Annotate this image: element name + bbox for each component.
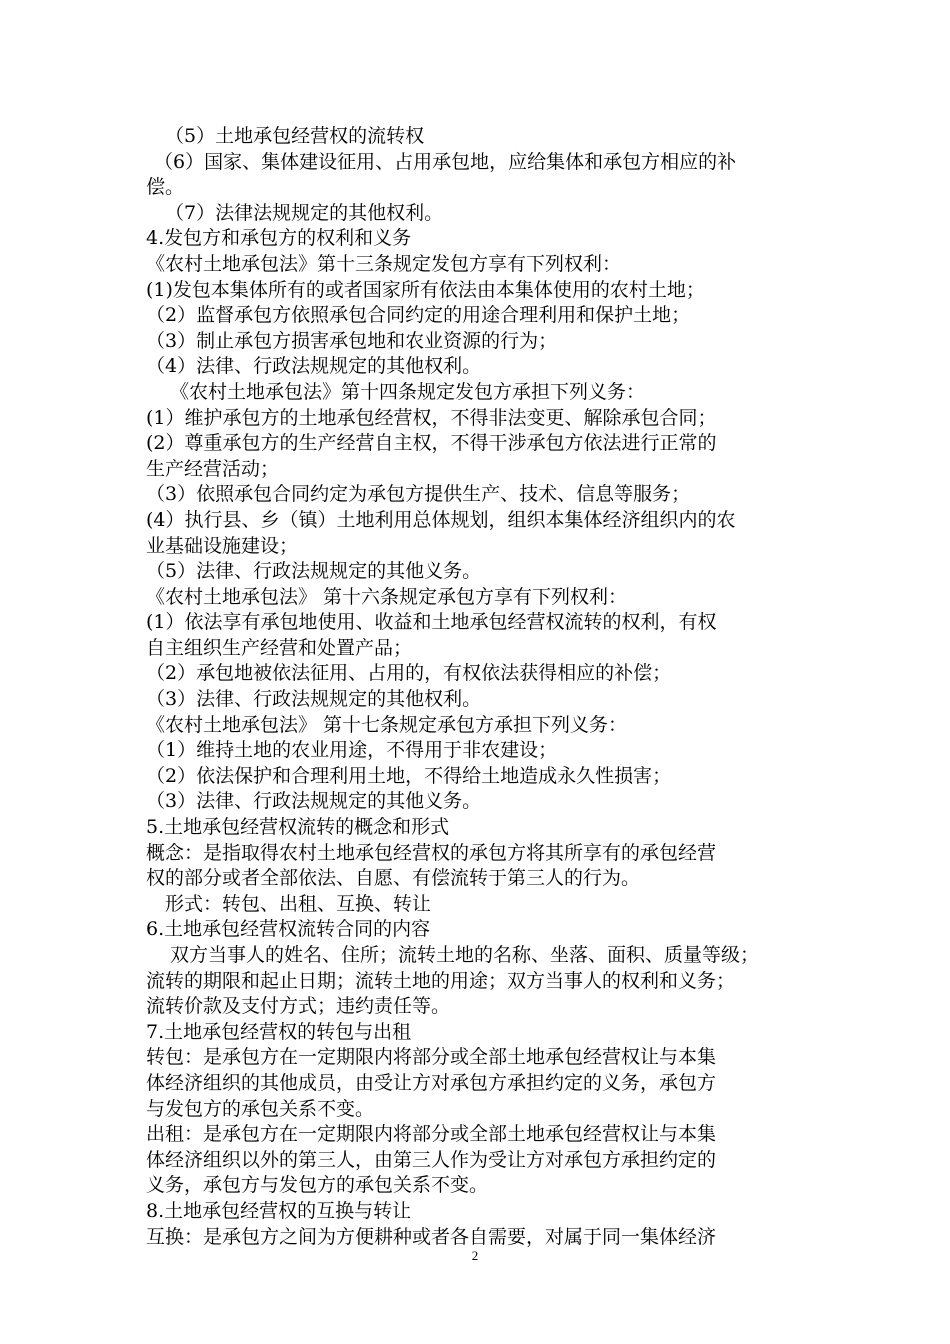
text-line: 生产经营活动；	[146, 457, 280, 480]
text-line: 自主组织生产经营和处置产品；	[146, 636, 413, 659]
text-line: 偿。	[146, 176, 185, 199]
text-line: 《农村土地承包法》第十四条规定发包方承担下列义务：	[170, 380, 646, 403]
text-line: 8.土地承包经营权的互换与转让	[146, 1199, 412, 1222]
text-line: （2）依法保护和合理利用土地，不得给土地造成永久性损害；	[146, 764, 672, 787]
document-page	[146, 124, 826, 1250]
text-line: （5）法律、行政法规规定的其他义务。	[146, 560, 482, 583]
text-line: 《农村土地承包法》 第十六条规定承包方享有下列权利：	[146, 585, 628, 608]
page-number: 2	[471, 1248, 479, 1263]
text-line: （3）法律、行政法规规定的其他义务。	[146, 790, 482, 813]
text-line: 与发包方的承包关系不变。	[146, 1097, 375, 1120]
text-line: （7）法律法规规定的其他权利。	[165, 201, 444, 224]
text-line: 形式：转包、出租、互换、转让	[165, 892, 432, 915]
text-line: （3）制止承包方损害承包地和农业资源的行为；	[146, 329, 558, 352]
text-line: 5.土地承包经营权流转的概念和形式	[146, 816, 450, 839]
text-line: 4.发包方和承包方的权利和义务	[146, 227, 412, 250]
text-line: 业基础设施建设；	[146, 534, 299, 557]
text-line: 流转价款及支付方式；违约责任等。	[146, 995, 451, 1018]
text-line: （5）土地承包经营权的流转权	[165, 125, 425, 147]
text-line: (1)发包本集体所有的或者国家所有依法由本集体使用的农村土地；	[146, 278, 705, 301]
text-line: 概念：是指取得农村土地承包经营权的承包方将其所享有的承包经营	[146, 841, 717, 864]
text-line: 互换：是承包方之间为方便耕种或者各自需要，对属于同一集体经济	[146, 1225, 717, 1248]
text-line: 义务，承包方与发包方的承包关系不变。	[146, 1174, 489, 1197]
text-line: （3）法律、行政法规规定的其他权利。	[146, 688, 482, 711]
text-line: 《农村土地承包法》 第十七条规定承包方承担下列义务：	[146, 713, 628, 736]
text-line: (1）维护承包方的土地承包经营权，不得非法变更、解除承包合同；	[146, 406, 717, 429]
text-line: （4）法律、行政法规规定的其他权利。	[146, 355, 482, 378]
text-line: 转包：是承包方在一定期限内将部分或全部土地承包经营权让与本集	[146, 1046, 717, 1069]
text-line: （1）维持土地的农业用途，不得用于非农建设；	[146, 739, 558, 762]
text-line: (2）尊重承包方的生产经营自主权，不得干涉承包方依法进行正常的	[146, 432, 717, 455]
text-line: （6）国家、集体建设征用、占用承包地，应给集体和承包方相应的补	[154, 150, 737, 173]
text-line: 《农村土地承包法》第十三条规定发包方享有下列权利：	[146, 252, 622, 275]
text-line: 权的部分或者全部依法、自愿、有偿流转于第三人的行为。	[146, 867, 641, 890]
text-line: 体经济组织以外的第三人，由第三人作为受让方对承包方承担约定的	[146, 1148, 717, 1171]
text-line: 体经济组织的其他成员，由受让方对承包方承担约定的义务，承包方	[146, 1071, 717, 1094]
text-line: 出租：是承包方在一定期限内将部分或全部土地承包经营权让与本集	[146, 1123, 717, 1146]
text-line: 7.土地承包经营权的转包与出租	[146, 1020, 412, 1043]
text-line: (4）执行县、乡（镇）土地利用总体规划，组织本集体经济组织内的农	[146, 508, 736, 531]
text-line: （2）监督承包方依照承包合同约定的用途合理利用和保护土地；	[146, 304, 691, 327]
text-line: 流转的期限和起止日期；流转土地的用途；双方当事人的权利和义务；	[146, 969, 736, 992]
text-line: (1）依法享有承包地使用、收益和土地承包经营权流转的权利，有权	[146, 611, 717, 634]
text-line: 双方当事人的姓名、住所；流转土地的名称、坐落、面积、质量等级；	[170, 944, 760, 966]
text-line: （2）承包地被依法征用、占用的，有权依法获得相应的补偿；	[146, 662, 672, 685]
text-line: （3）依照承包合同约定为承包方提供生产、技术、信息等服务；	[146, 483, 691, 506]
text-line: 6.土地承包经营权流转合同的内容	[146, 918, 431, 941]
